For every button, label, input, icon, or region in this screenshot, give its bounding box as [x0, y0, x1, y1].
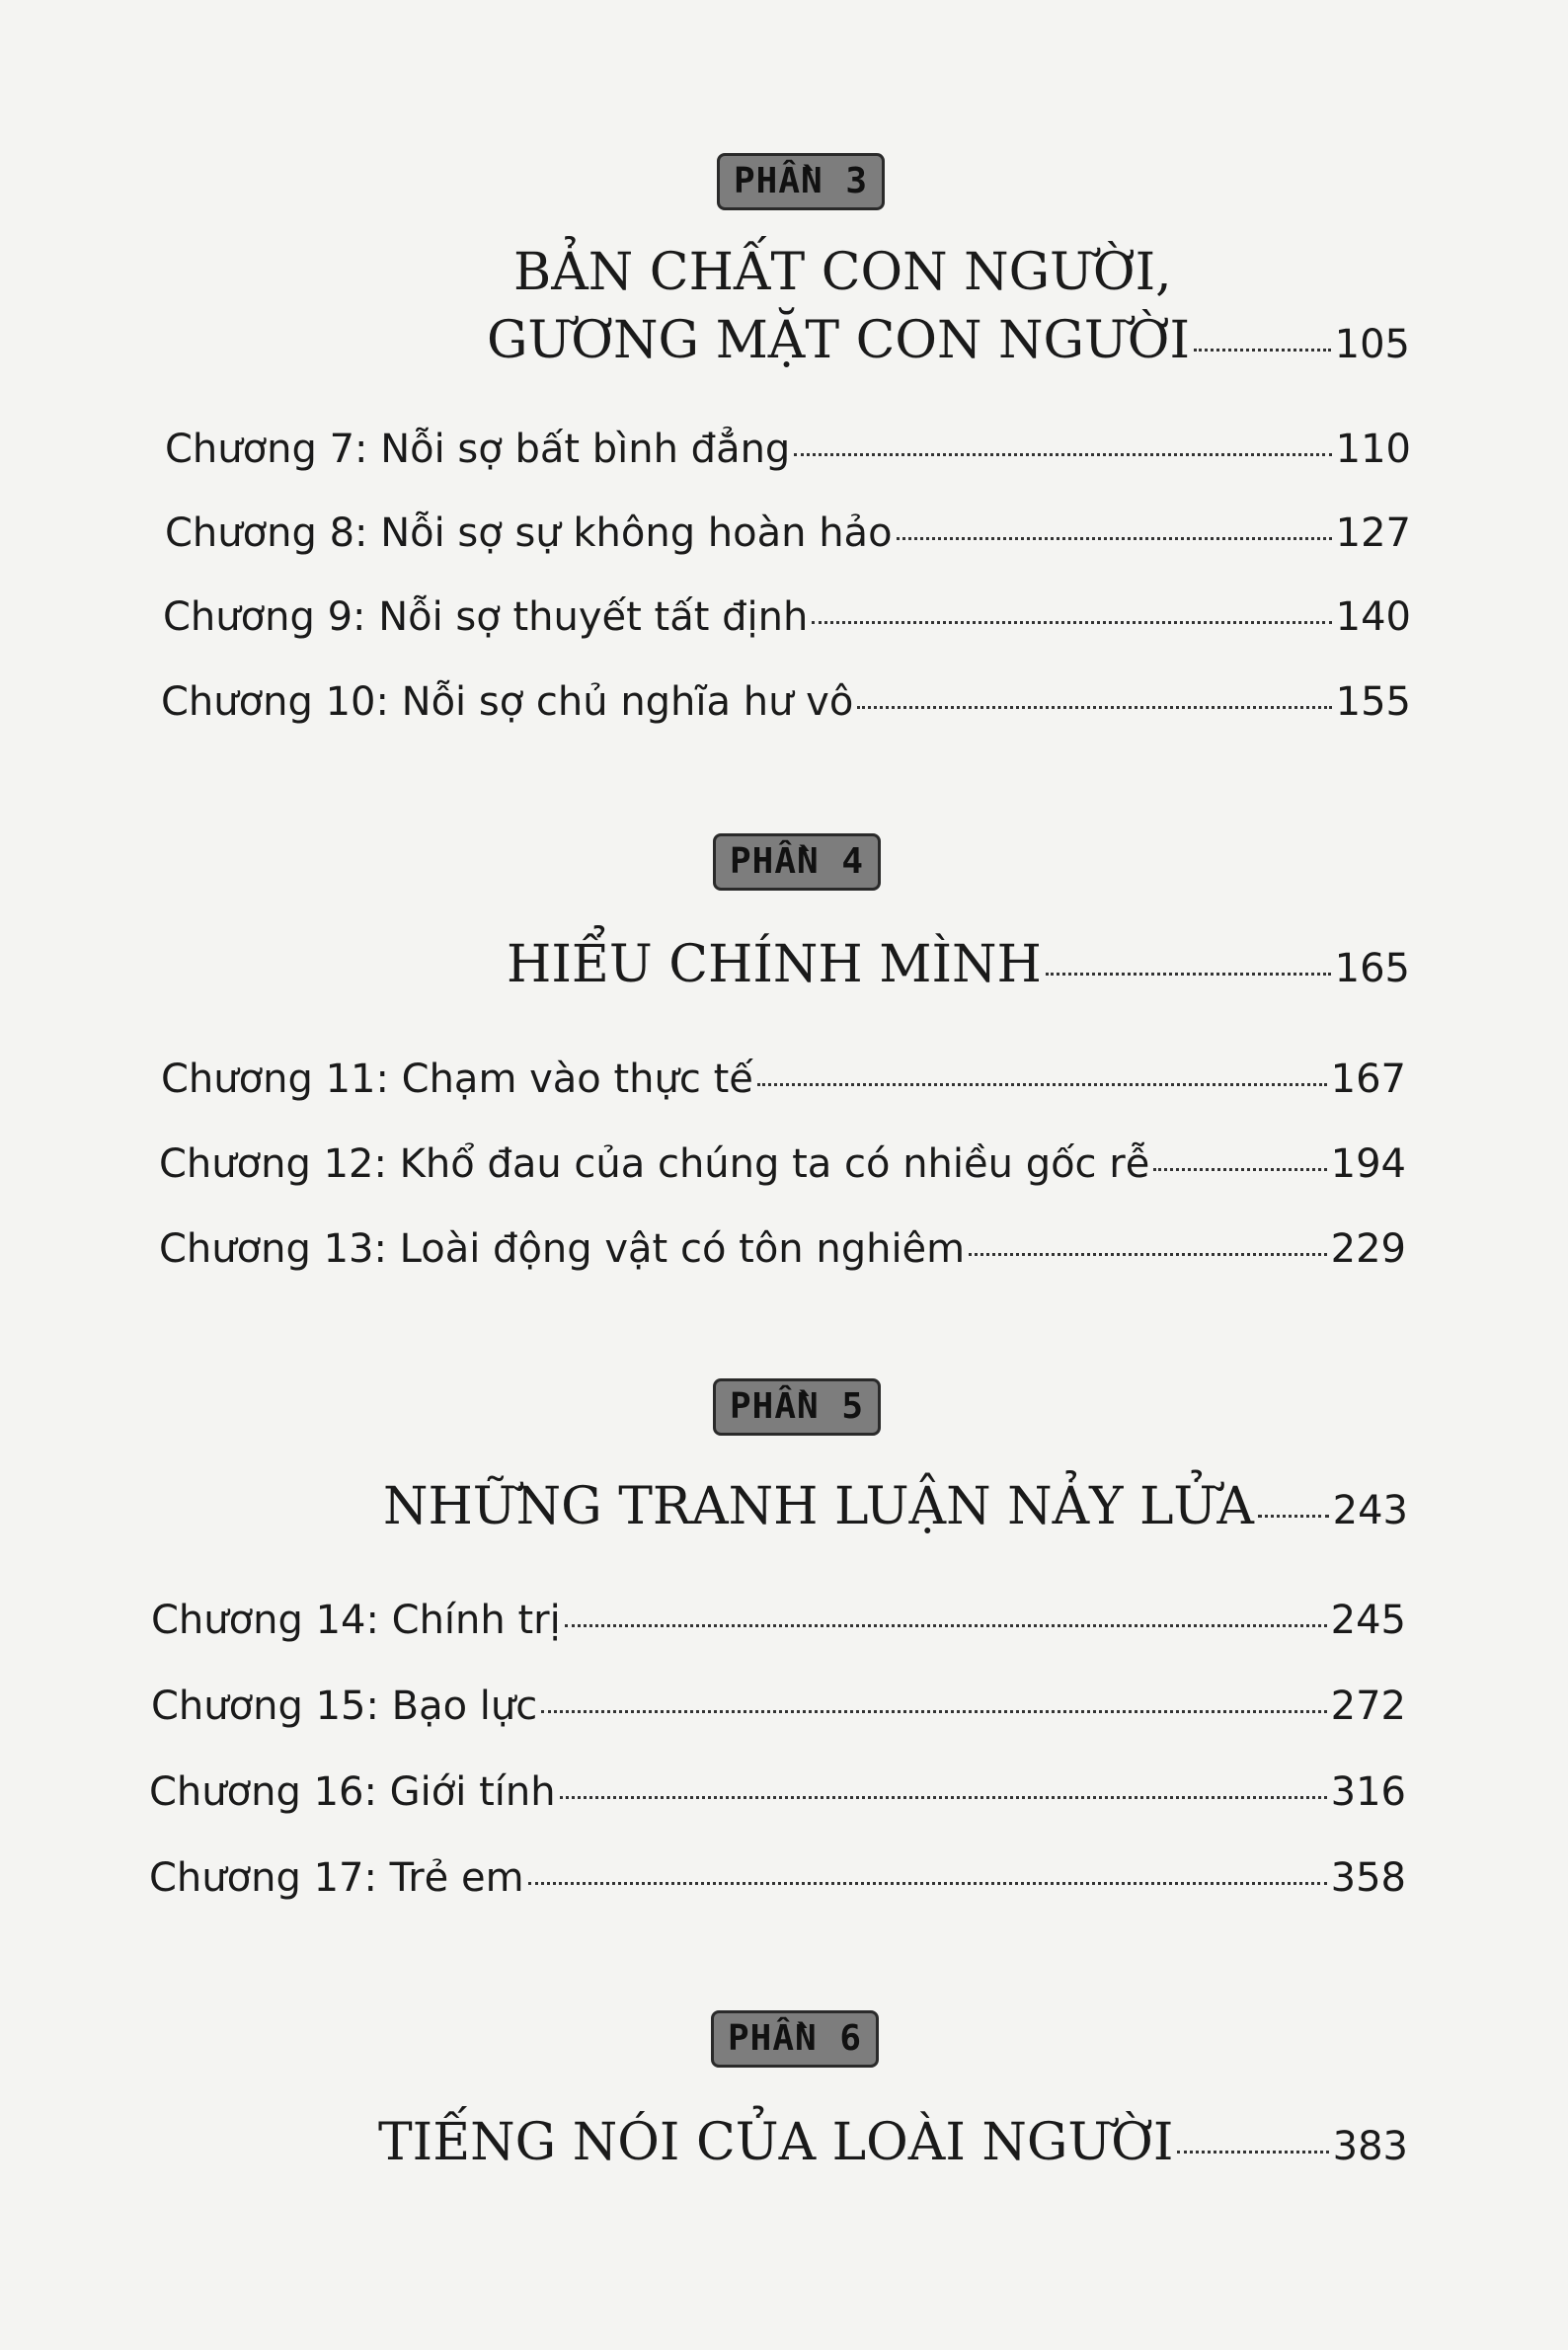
dot-leader [560, 1796, 1327, 1799]
part-3-title-entry[interactable] [487, 311, 1410, 370]
dot-leader [1194, 349, 1331, 352]
toc-entry-chapter-11[interactable] [161, 1057, 1406, 1102]
dot-leader [794, 453, 1331, 456]
dot-leader [757, 1083, 1327, 1086]
part-6-title: TIẾNG NÓI CỦA LOÀI NGƯỜI [378, 2113, 1174, 2172]
dot-leader [857, 706, 1331, 709]
toc-entry-chapter-8[interactable] [165, 510, 1411, 556]
page-number: 272 [1330, 1684, 1406, 1729]
chapter-label: Chương 10: Nỗi sợ chủ nghĩa hư vô [161, 679, 854, 725]
chapter-label: Chương 7: Nỗi sợ bất bình đẳng [165, 427, 791, 472]
chapter-label: Chương 11: Chạm vào thực tế [161, 1057, 753, 1102]
dot-leader [565, 1624, 1327, 1627]
part-5-title-entry[interactable] [383, 1477, 1408, 1536]
page-number: 245 [1330, 1598, 1406, 1643]
chapter-label: Chương 9: Nỗi sợ thuyết tất định [163, 594, 809, 640]
chapter-label: Chương 12: Khổ đau của chúng ta có nhiều gốc rễ [159, 1141, 1150, 1187]
chapter-label: Chương 17: Trẻ em [149, 1855, 524, 1901]
part-5-title: NHỮNG TRANH LUẬN NẢY LỬA [383, 1477, 1254, 1536]
chapter-label: Chương 14: Chính trị [151, 1598, 561, 1643]
page-number: 358 [1330, 1855, 1406, 1901]
chapter-label: Chương 16: Giới tính [149, 1769, 556, 1815]
dot-leader [897, 537, 1332, 540]
page-number: 110 [1335, 427, 1411, 472]
toc-entry-chapter-13[interactable] [159, 1226, 1406, 1272]
dot-leader [1177, 2151, 1328, 2154]
page-number: 194 [1330, 1141, 1406, 1187]
dot-leader [969, 1253, 1327, 1256]
chapter-label: Chương 15: Bạo lực [151, 1684, 538, 1729]
dot-leader [1153, 1168, 1326, 1171]
part-5-badge: PHẦN 5 [713, 1378, 881, 1436]
page-number: 383 [1332, 2124, 1408, 2169]
toc-entry-chapter-16[interactable] [149, 1769, 1406, 1815]
page-number: 155 [1335, 679, 1411, 725]
toc-entry-chapter-12[interactable] [159, 1141, 1406, 1187]
toc-entry-chapter-9[interactable] [163, 594, 1411, 640]
page-number: 140 [1335, 594, 1411, 640]
page-number: 127 [1335, 510, 1411, 556]
page-number: 229 [1330, 1226, 1406, 1272]
dot-leader [812, 621, 1331, 624]
page-number: 165 [1334, 946, 1410, 991]
part-3-title-line2: GƯƠNG MẶT CON NGƯỜI [487, 311, 1191, 370]
part-4-title: HIỂU CHÍNH MÌNH [507, 935, 1042, 994]
dot-leader [1046, 973, 1331, 976]
toc-entry-chapter-10[interactable] [161, 679, 1411, 725]
toc-entry-chapter-7[interactable] [165, 427, 1411, 472]
dot-leader [541, 1710, 1326, 1713]
part-6-badge: PHẦN 6 [711, 2010, 879, 2068]
page-number: 105 [1334, 322, 1410, 367]
part-4-badge: PHẦN 4 [713, 833, 881, 891]
page-number: 243 [1332, 1488, 1408, 1533]
page-number: 167 [1330, 1057, 1406, 1102]
toc-entry-chapter-15[interactable] [151, 1684, 1406, 1729]
page-number: 316 [1330, 1769, 1406, 1815]
chapter-label: Chương 8: Nỗi sợ sự không hoàn hảo [165, 510, 893, 556]
part-3-badge: PHẦN 3 [717, 153, 885, 210]
toc-entry-chapter-17[interactable] [149, 1855, 1406, 1901]
dot-leader [528, 1882, 1327, 1885]
toc-entry-chapter-14[interactable] [151, 1598, 1406, 1643]
part-6-title-entry[interactable] [378, 2113, 1408, 2172]
part-3-title-line1: BẢN CHẤT CON NGƯỜI, [513, 243, 1172, 302]
dot-leader [1258, 1515, 1329, 1518]
part-4-title-entry[interactable] [507, 935, 1410, 994]
chapter-label: Chương 13: Loài động vật có tôn nghiêm [159, 1226, 966, 1272]
